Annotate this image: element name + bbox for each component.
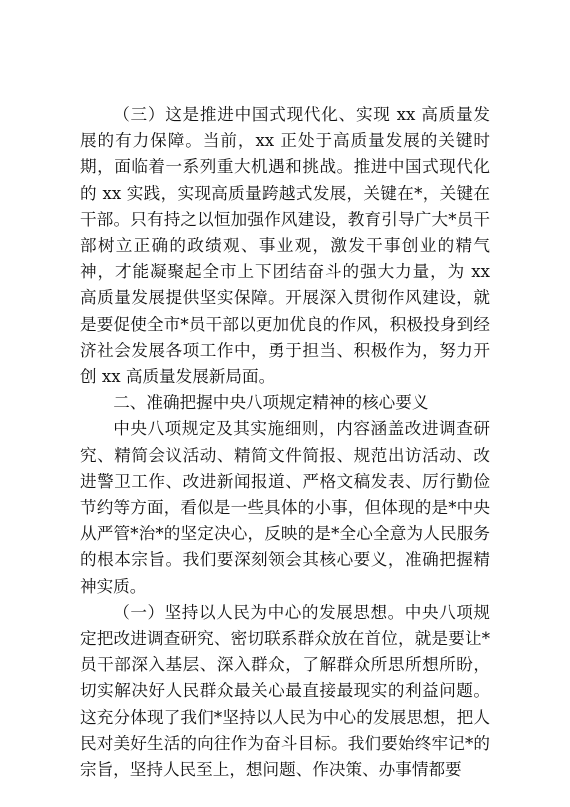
document-body	[80, 102, 490, 783]
paragraph-people-centered: （一）坚持以人民为中心的发展思想。中央八项规定把改进调查研究、密切联系群众放在首位，就是要让*员干部深入基层、深入群众，了解群众所思所想所盼，切实解决好人民群众最关心最直接最现实的利益问题。这充分体现了我们*坚持以人民为中心的发展思想，把人民对美好生活的向往作为奋斗目标。我们要始终牢记*的宗旨，坚持人民至上，想问题、作决策、办事情都要	[80, 602, 490, 780]
paragraph-section-three: （三）这是推进中国式现代化、实现 xx 高质量发展的有力保障。当前，xx 正处于高质量发展的关键时期，面临着一系列重大机遇和挑战。推进中国式现代化的 xx 实践，实现高质量跨越式发展，关键在*，关键在干部。只有持之以恒加强作风建设，教育引导广大*员干部树立正确的政绩观、事业观，激发干事创业的精气神，才能凝聚起全市上下团结奋斗的强大力量，为 xx 高质量发展提供坚实保障。开展深入贯彻作风建设，就是要促使全市*员干部以更加优良的作风，积极投身到经济社会发展各项工作中，勇于担当、积极作为，努力开创 xx 高质量发展新局面。	[80, 105, 490, 387]
paragraph-eight-rules: 中央八项规定及其实施细则，内容涵盖改进调查研究、精简会议活动、精简文件简报、规范出访活动、改进警卫工作、改进新闻报道、严格文稿发表、厉行勤俭节约等方面，看似是一些具体的小事，但体现的是*中央从严管*治*的坚定决心，反映的是*全心全意为人民服务的根本宗旨。我们要深刻领会其核心要义，准确把握精神实质。	[80, 419, 490, 596]
section-heading-two: 二、准确把握中央八项规定精神的核心要义	[113, 393, 429, 413]
